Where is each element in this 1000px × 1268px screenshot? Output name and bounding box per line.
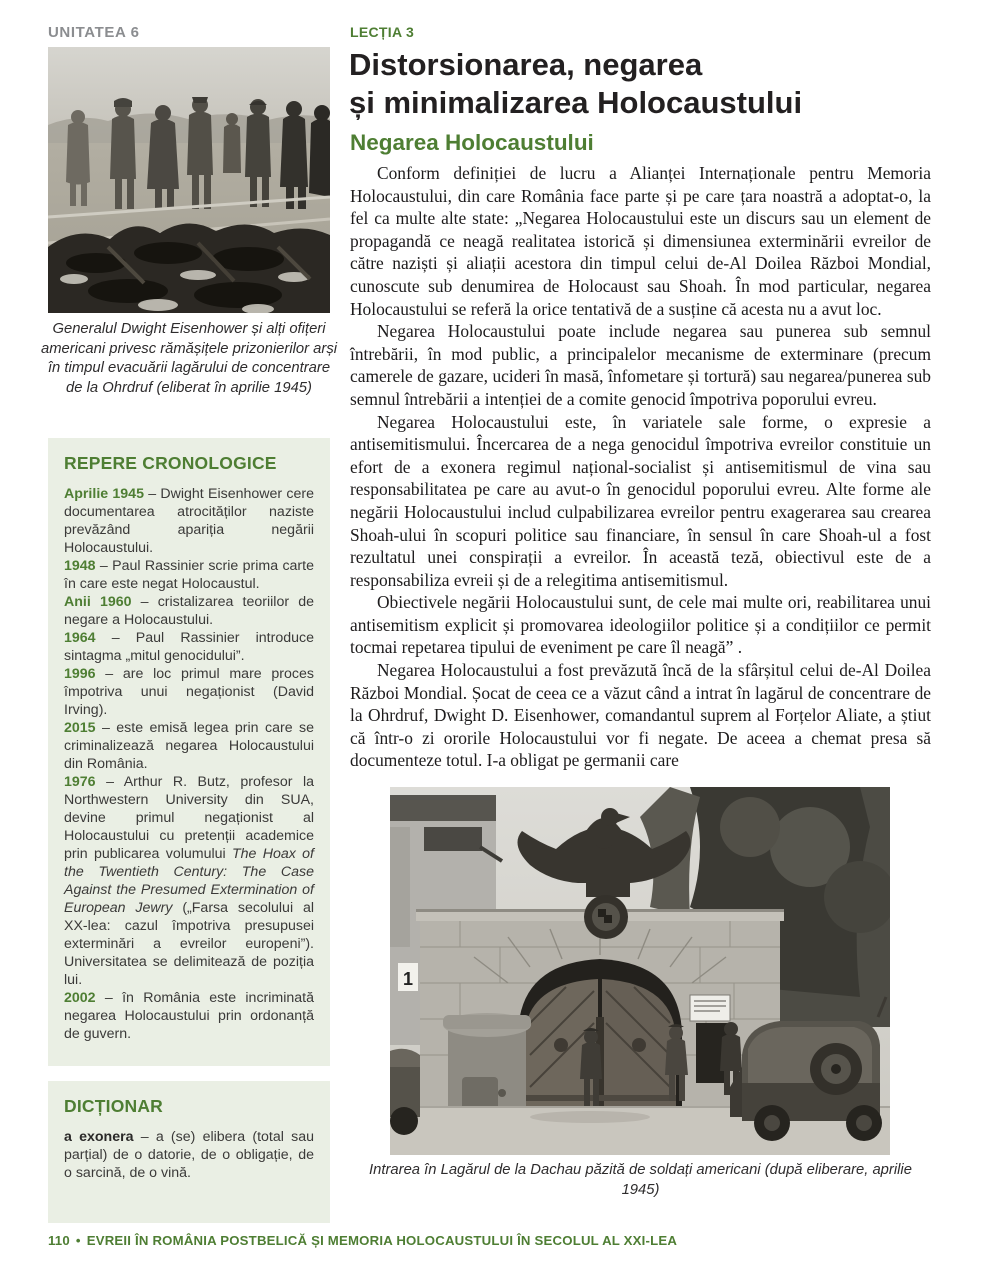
timeline-entry: 1964 – Paul Rassinier introduce sintagma „mitul genocidului”. [64, 630, 314, 664]
timeline-entry: 2015 – este emisă legea prin care se criminalizează negarea Holocaustului din România. [64, 720, 314, 772]
chronology-box [48, 438, 330, 1066]
footer-separator: • [75, 1233, 81, 1248]
photo-ohrdruf [48, 47, 330, 313]
dictionary-entry: a exonera – a (se) elibera (total sau parțial) de o datorie, de o obligație, de o sarcină, de o vină. [64, 1129, 314, 1181]
paragraph: Negarea Holocaustului poate include negarea sau punerea sub semnul întrebării, în mod public, a principalelor mecanisme de exterminare (precum camerele de gazare, ucideri în masă, înfometare și tortură) sau negarea/punerea sub semnul întrebării a intenției de a comite genocid împotriva poporului evreu. [350, 321, 931, 409]
photo-ohrdruf-illustration [48, 47, 330, 313]
chronology-title: REPERE CRONOLOGICE [64, 453, 277, 473]
timeline-entry: 1996 – are loc primul mare proces împotriva unui negaționist (David Irving). [64, 666, 314, 718]
timeline-entry: 2002 – în România este incriminată negarea Holocaustului prin ordonanță de guvern. [64, 990, 314, 1042]
timeline-entry: 1976 – Arthur R. Butz, profesor la Northwestern University din SUA, devine primul negaționist al Holocaustului cu pretenții academice prin publicarea volumului The Hoax of the Twentieth Century: The Case Against the Presumed Extermination of European Jewry („Farsa secolului al XX-lea: cazul împotriva presupusei exterminări a evreilor europeni”). Universitatea se delimitează de poziția lui. [64, 774, 314, 988]
paragraph: Conform definiției de lucru a Alianței Internaționale pentru Memoria Holocaustului, din care România face parte și pe care țara noastră a adoptat-o, la fel ca multe alte state: „Negarea Holocaustului este un discurs sau un element de propagandă ce neagă realitatea istorică și dimensiunea exterminării evreilor de către naziști și aliații acestora din timpul celui de-Al Doilea Război Mondial, cunoscute sub denumirea de Holocaust sau Shoah. În mod particular, negarea Holocaustului se referă la orice tentativă de a susține că acesta nu a avut loc. [350, 163, 931, 319]
dictionary-title: DICȚIONAR [64, 1096, 164, 1116]
timeline-entry: Aprilie 1945 – Dwight Eisenhower cere documentarea atrocităților naziste prevăzând apariția negării Holocaustului. [64, 486, 314, 556]
truck-edge [390, 1049, 420, 1135]
unit-label: UNITATEA 6 [48, 24, 140, 41]
lesson-label: LECȚIA 3 [350, 24, 415, 40]
page-footer [48, 1233, 948, 1248]
photo-ohrdruf-caption: Generalul Dwight Eisenhower și alți ofițeri americani privesc rămășițele prizonierilor arși în timpul evacuării lagărului de concentrare de la Ohrdruf (eliberat în aprilie 1945) [40, 321, 338, 396]
footer-text: EVREII ÎN ROMÂNIA POSTBELICĂ ȘI MEMORIA HOLOCAUSTULUI ÎN SECOLUL AL XXI-LEA [86, 1233, 678, 1248]
page-number: 110 [48, 1233, 70, 1248]
photo-dachau-illustration [390, 787, 890, 1155]
photo-dachau-gate [390, 787, 890, 1155]
dictionary-box [48, 1081, 330, 1223]
lesson-body [350, 162, 931, 772]
paragraph: Negarea Holocaustului a fost prevăzută încă de la sfârșitul celui de-Al Doilea Război Mondial. Șocat de ceea ce a văzut când a intrat în lagărul de concentrare de la Ohrdruf, Dwight D. Eisenhower, comandantul suprem al Forțelor Aliate, a știut că într-o zi ororile Holocaustului vor fi negate. De aceea a chemat presa să documenteze totul. I-a obligat pe germanii care [350, 660, 931, 771]
page-title: Distorsionarea, negarea și minimalizarea Holocaustului [349, 47, 803, 120]
section-title: Negarea Holocaustului [350, 130, 594, 155]
building-number-sign: 1 [402, 969, 414, 989]
photo-dachau-caption: Intrarea în Lagărul de la Dachau păzită de soldați americani (după eliberare, aprilie 1945) [369, 1162, 912, 1198]
timeline-entry: Anii 1960 – cristalizarea teoriilor de negare a Holocaustului. [64, 594, 314, 628]
paragraph: Negarea Holocaustului este, în variatele sale forme, o expresie a antisemitismului. Încercarea de a nega genocidul împotriva evreilor constituie un efort de a exonera regimul național-socialist și antisemitismul de vina sau responsabilitatea pe care au avut-o în genocidul poporului evreu. Alte forme ale negării Holocaustului includ culpabilizarea evreilor pentru exagerarea sau crearea Shoah-ului în scopuri politice sau financiare, în sensul în care Shoah-ul a fost rezultatul unei conspirații a evreilor. În această teză, obiectivul este de a responsabiliza evreii și de a relegitima antisemitismul. [350, 411, 931, 590]
paragraph: Obiectivele negării Holocaustului sunt, de cele mai multe ori, reabilitarea unui antisemitism explicit și promovarea ideologiilor politice și a condițiilor ce permit tocmai repetarea tipului de eveniment pe care îl neagă” . [350, 592, 931, 658]
timeline-entry: 1948 – Paul Rassinier scrie prima carte în care este negat Holocaustul. [64, 558, 314, 592]
